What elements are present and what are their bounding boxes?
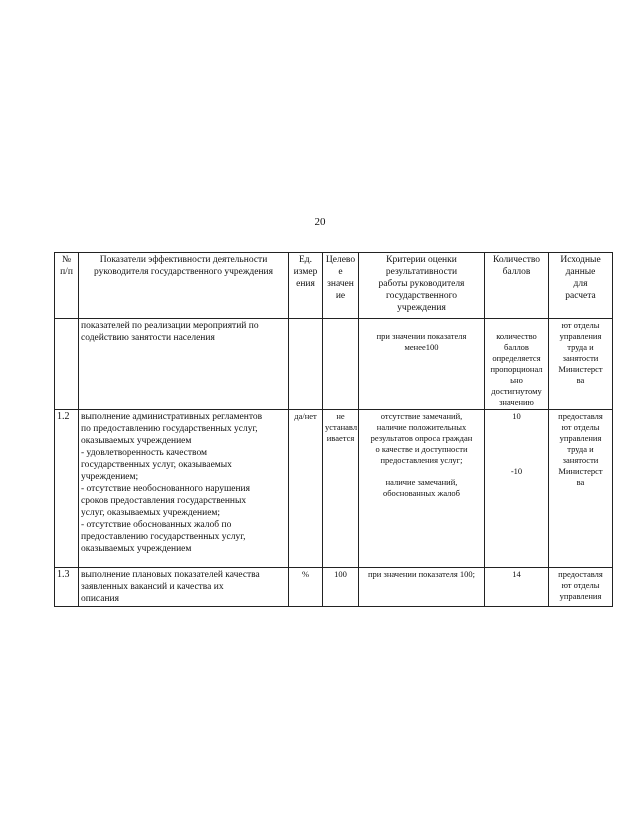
cell-line: - удовлетворенность качеством bbox=[81, 448, 208, 458]
cell-line: п/п bbox=[60, 267, 73, 277]
header-unit bbox=[289, 253, 323, 319]
cell-line: Количество bbox=[492, 255, 541, 265]
cell-line: значен bbox=[327, 279, 354, 289]
cell-line: труда и bbox=[567, 444, 594, 454]
cell-line: количество bbox=[496, 331, 537, 341]
cell-line: предоставления услуг; bbox=[380, 455, 463, 465]
cell-line: не bbox=[336, 411, 345, 421]
cell-line: Министерст bbox=[558, 364, 603, 374]
cell-line: учреждения bbox=[397, 303, 446, 313]
row-criteria bbox=[359, 410, 485, 568]
cell-line: ют отделы bbox=[561, 422, 600, 432]
cell-line: предоставля bbox=[558, 569, 603, 579]
cell-line: ьно bbox=[510, 375, 523, 385]
criteria-table bbox=[54, 252, 613, 607]
cell-line: - отсутствие обоснованных жалоб по bbox=[81, 520, 232, 530]
cell-line: ва bbox=[576, 375, 585, 385]
cell-line: ения bbox=[296, 279, 315, 289]
cell-line: предоставлению государственных услуг, bbox=[81, 532, 246, 542]
cell-line: услуг, оказываемых учреждением; bbox=[81, 508, 221, 518]
row-points: 10 -10 bbox=[485, 410, 549, 568]
table-row bbox=[55, 319, 613, 410]
row-criteria bbox=[359, 568, 485, 607]
cell-line: управления bbox=[559, 331, 602, 341]
page-number: 20 bbox=[314, 216, 326, 228]
row-source bbox=[549, 410, 613, 568]
cell-line: отсутствие замечаний, bbox=[380, 411, 463, 421]
cell-line: ют отделы bbox=[561, 320, 600, 330]
row-criteria bbox=[359, 319, 485, 410]
cell-line: предоставля bbox=[558, 411, 603, 421]
row-unit bbox=[289, 410, 323, 568]
cell-line: обоснованных жалоб bbox=[382, 488, 460, 498]
cell-line: о качестве и доступности bbox=[375, 444, 468, 454]
row-num: 1.3 bbox=[55, 568, 79, 607]
row-indicator bbox=[79, 319, 289, 410]
cell-line: значению bbox=[499, 397, 534, 407]
cell-line: ивается bbox=[326, 433, 355, 443]
cell-line: по предоставлению государственных услуг, bbox=[81, 424, 258, 434]
row-points bbox=[485, 319, 549, 410]
cell-line: показателей по реализации мероприятий по bbox=[81, 321, 259, 331]
header-num bbox=[55, 253, 79, 319]
row-source bbox=[549, 319, 613, 410]
cell-line: руководителя государственного учреждения bbox=[94, 267, 273, 277]
row-points bbox=[485, 568, 549, 607]
row-unit bbox=[289, 568, 323, 607]
cell-line: % bbox=[301, 569, 310, 579]
cell-line: Показатели эффективности деятельности bbox=[99, 255, 268, 265]
cell-line: наличие замечаний, bbox=[385, 477, 458, 487]
cell-line: выполнение административных регламентов bbox=[81, 412, 263, 422]
cell-line: ва bbox=[576, 477, 585, 487]
cell-line: баллов bbox=[504, 342, 529, 352]
header-criteria bbox=[359, 253, 485, 319]
cell-line: государственного bbox=[385, 291, 458, 301]
cell-line: труда и bbox=[567, 342, 594, 352]
cell-line: описания bbox=[81, 594, 120, 604]
cell-line: пропорционал bbox=[490, 364, 543, 374]
cell-line: Критерии оценки bbox=[386, 255, 457, 265]
cell-line: измер bbox=[293, 267, 318, 277]
row-num bbox=[55, 319, 79, 410]
cell-line: да/нет bbox=[294, 411, 317, 421]
cell-line: заявленных вакансий и качества их bbox=[81, 582, 224, 592]
table-row bbox=[55, 568, 613, 607]
cell-line: Исходные bbox=[560, 255, 601, 265]
cell-line: государственных услуг, оказываемых bbox=[81, 460, 232, 470]
cell-line: ие bbox=[335, 291, 346, 301]
cell-line: Министерст bbox=[558, 466, 603, 476]
cell-line: наличие положительных bbox=[376, 422, 467, 432]
cell-line: при значении показателя bbox=[376, 331, 467, 341]
cell-line: занятости bbox=[562, 353, 599, 363]
cell-line: результатов опроса граждан bbox=[370, 433, 473, 443]
cell-line: управления bbox=[559, 433, 602, 443]
cell-line: Целево bbox=[325, 255, 356, 265]
cell-line: менее100 bbox=[404, 342, 439, 352]
header-points bbox=[485, 253, 549, 319]
cell-line: оказываемых учреждением bbox=[81, 544, 192, 554]
cell-line: управления bbox=[559, 591, 602, 601]
header-source bbox=[549, 253, 613, 319]
cell-line: Ед. bbox=[298, 255, 312, 265]
cell-line: оказываемых учреждением bbox=[81, 436, 192, 446]
row-unit bbox=[289, 319, 323, 410]
cell-line: достигнутому bbox=[491, 386, 542, 396]
cell-line: баллов bbox=[502, 267, 531, 277]
cell-line: устанавл bbox=[325, 422, 358, 432]
cell-line: № bbox=[61, 255, 72, 265]
row-indicator bbox=[79, 410, 289, 568]
table-header-row bbox=[55, 253, 613, 319]
row-target bbox=[323, 410, 359, 568]
cell-line: расчета bbox=[565, 291, 596, 301]
cell-line: ют отделы bbox=[561, 580, 600, 590]
cell-line: 100 bbox=[334, 569, 347, 579]
cell-line: результативности bbox=[385, 267, 458, 277]
cell-line: - отсутствие необоснованного нарушения bbox=[81, 484, 251, 494]
cell-line: работы руководителя bbox=[378, 279, 465, 289]
row-source bbox=[549, 568, 613, 607]
cell-line: для bbox=[573, 279, 588, 289]
cell-line: учреждением; bbox=[81, 472, 139, 482]
cell-line: при значении показателя 100; bbox=[368, 569, 475, 579]
cell-line: содействию занятости населения bbox=[81, 333, 215, 343]
cell-line: сроков предоставления государственных bbox=[81, 496, 247, 506]
header-target bbox=[323, 253, 359, 319]
table-row bbox=[55, 410, 613, 568]
cell-line: выполнение плановых показателей качества bbox=[81, 570, 260, 580]
row-target bbox=[323, 568, 359, 607]
row-num: 1.2 bbox=[55, 410, 79, 568]
cell-line: е bbox=[338, 267, 343, 277]
header-indicator bbox=[79, 253, 289, 319]
row-indicator bbox=[79, 568, 289, 607]
cell-line: данные bbox=[565, 267, 596, 277]
row-target bbox=[323, 319, 359, 410]
cell-line: 14 bbox=[512, 569, 521, 579]
cell-line: определяется bbox=[492, 353, 541, 363]
cell-line: занятости bbox=[562, 455, 599, 465]
